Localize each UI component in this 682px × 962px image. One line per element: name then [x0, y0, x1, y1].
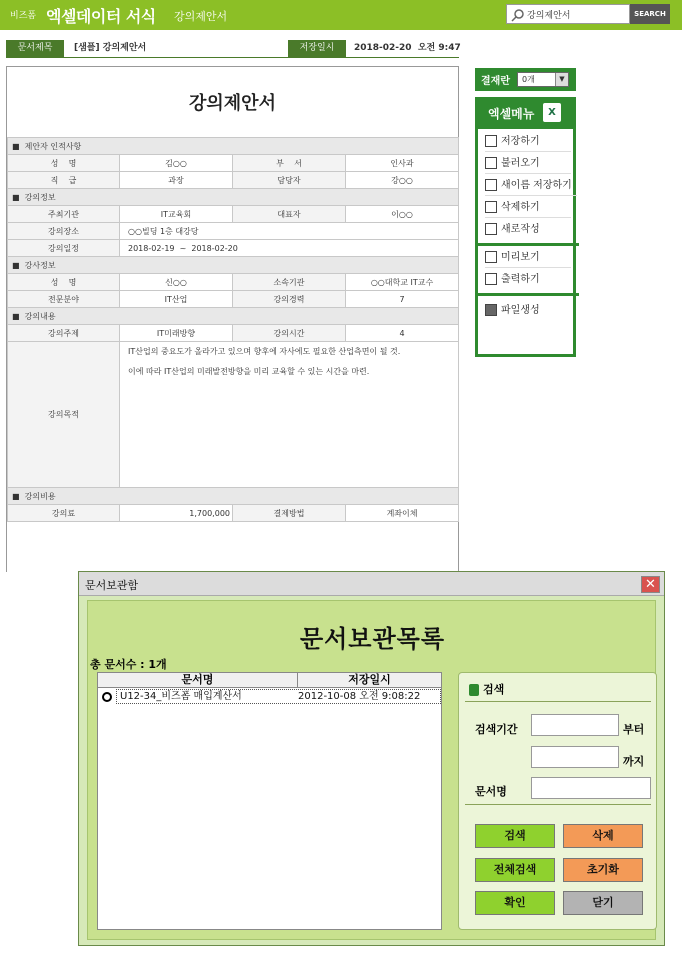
- career-value[interactable]: 7: [346, 291, 459, 308]
- topic-label: 강의주제: [8, 325, 120, 342]
- menu-create-file[interactable]: [485, 301, 571, 321]
- menu-divider-1: [478, 243, 579, 246]
- period-label: 검색기간: [475, 723, 518, 736]
- reset-button[interactable]: 초기화: [563, 858, 643, 882]
- search-panel-divider-2: [465, 804, 651, 805]
- folder-icon: [485, 304, 497, 316]
- approval-panel: [475, 68, 576, 91]
- search-all-button[interactable]: 전체검색: [475, 858, 555, 882]
- rep-label: 대표자: [233, 206, 346, 223]
- menu-load[interactable]: [485, 154, 571, 174]
- menu-create-file-label: 파일생성: [501, 305, 540, 316]
- column-header-name[interactable]: 문서명: [98, 673, 298, 688]
- place-label: 강의장소: [8, 223, 120, 240]
- menu-preview[interactable]: [485, 248, 571, 268]
- search-panel: [458, 672, 657, 930]
- menu-save-as-label: 새이름 저장하기: [501, 180, 572, 191]
- hours-value[interactable]: 4: [346, 325, 459, 342]
- purpose-value[interactable]: [120, 342, 459, 488]
- dialog-heading: 문서보관목록: [299, 625, 446, 653]
- purpose-label: 강의목적: [8, 342, 120, 488]
- purpose-line-1: IT산업의 중요도가 올라가고 있으며 향후에 자사에도 필요한 산업측면이 될 것.: [128, 347, 401, 356]
- approval-value: 0개: [522, 75, 535, 84]
- from-label: 부터: [623, 723, 645, 736]
- search-icon: [511, 8, 525, 22]
- close-icon[interactable]: ✕: [641, 576, 660, 593]
- search-panel-divider: [465, 701, 651, 702]
- start-date-input[interactable]: [531, 714, 619, 736]
- section-content: ■ 강의내용: [8, 308, 459, 325]
- brand-subtitle: 강의제안서: [174, 10, 228, 23]
- search-button[interactable]: SEARCH: [630, 4, 670, 24]
- rep-value[interactable]: 이○○: [346, 206, 459, 223]
- menu-divider-2: [478, 293, 579, 296]
- trash-icon: [485, 201, 497, 213]
- approval-label: 결재란: [481, 76, 510, 87]
- load-icon: [485, 157, 497, 169]
- name-label: 성 명: [8, 155, 120, 172]
- menu-new[interactable]: [485, 220, 571, 240]
- excel-menu: [475, 129, 576, 357]
- search-button[interactable]: 검색: [475, 824, 555, 848]
- print-icon: [485, 273, 497, 285]
- excel-icon: X: [543, 103, 561, 122]
- new-document-icon: [485, 223, 497, 235]
- menu-preview-label: 미리보기: [501, 252, 540, 263]
- save-as-icon: [485, 179, 497, 191]
- career-label: 강의경력: [233, 291, 346, 308]
- search-panel-icon: [469, 684, 479, 696]
- docname-label: 문서명: [475, 785, 507, 798]
- host-label: 주최기관: [8, 206, 120, 223]
- section-proposer: ■ 제안자 인적사항: [8, 138, 459, 155]
- doc-divider: [6, 57, 459, 58]
- fee-label: 강의료: [8, 505, 120, 522]
- ok-button[interactable]: 확인: [475, 891, 555, 915]
- hours-label: 강의시간: [233, 325, 346, 342]
- doc-date-value: 2018-02-20 오전 9:47: [354, 43, 461, 53]
- menu-load-label: 불러오기: [501, 158, 540, 169]
- place-value[interactable]: ○○빌딩 1층 대강당: [120, 223, 459, 240]
- menu-delete[interactable]: [485, 198, 571, 218]
- affiliation-value[interactable]: ○○대학교 IT교수: [346, 274, 459, 291]
- excel-menu-title: 엑셀메뉴: [488, 107, 535, 121]
- dept-value[interactable]: 인사과: [346, 155, 459, 172]
- field-value[interactable]: IT산업: [120, 291, 233, 308]
- brand-title: 엑셀데이터 서식: [46, 7, 156, 26]
- document-count: 총 문서수 : 1개: [90, 658, 167, 671]
- purpose-line-2: 이에 따라 IT산업의 미래발전방향을 미리 교육할 수 있는 시간을 마련.: [128, 367, 370, 376]
- manager-value[interactable]: 강○○: [346, 172, 459, 189]
- docname-input[interactable]: [531, 777, 651, 799]
- row-saved-date: 2012-10-08 오전 9:08:22: [298, 691, 421, 702]
- rank-value[interactable]: 과장: [120, 172, 233, 189]
- close-button[interactable]: 닫기: [563, 891, 643, 915]
- instructor-name-label: 성 명: [8, 274, 120, 291]
- manager-label: 담당자: [233, 172, 346, 189]
- name-value[interactable]: 김○○: [120, 155, 233, 172]
- schedule-label: 강의일정: [8, 240, 120, 257]
- field-label: 전문분야: [8, 291, 120, 308]
- search-box: [506, 4, 630, 24]
- sheet-title: 강의제안서: [189, 93, 276, 114]
- proposal-sheet: [6, 66, 459, 572]
- dialog-body: [87, 600, 656, 940]
- row-document-name: U12-34_비즈폼 매입계산서: [120, 691, 242, 702]
- end-date-input[interactable]: [531, 746, 619, 768]
- preview-icon: [485, 251, 497, 263]
- dialog-title: 문서보관함: [85, 579, 139, 592]
- affiliation-label: 소속기관: [233, 274, 346, 291]
- dept-label: 부 서: [233, 155, 346, 172]
- section-instructor: ■ 강사정보: [8, 257, 459, 274]
- save-icon: [485, 135, 497, 147]
- rank-label: 직 급: [8, 172, 120, 189]
- dropdown-arrow-icon[interactable]: ▼: [555, 73, 568, 86]
- search-panel-title: 검색: [483, 683, 505, 696]
- schedule-value[interactable]: 2018-02-19 ~ 2018-02-20: [120, 240, 459, 257]
- topic-value[interactable]: IT미래방향: [120, 325, 233, 342]
- fee-value[interactable]: 1,700,000: [120, 505, 233, 522]
- proposal-table: [7, 137, 459, 522]
- payment-label: 결제방법: [233, 505, 346, 522]
- row-radio[interactable]: [102, 692, 112, 702]
- search-input[interactable]: [527, 6, 627, 22]
- menu-delete-label: 삭제하기: [501, 202, 540, 213]
- menu-print[interactable]: [485, 270, 571, 290]
- excel-menu-header: [475, 97, 576, 129]
- menu-print-label: 출력하기: [501, 274, 540, 285]
- approval-select[interactable]: [517, 72, 569, 87]
- host-value[interactable]: IT교육회: [120, 206, 233, 223]
- doc-title-value: [샘플] 강의제안서: [74, 43, 147, 53]
- menu-save-label: 저장하기: [501, 136, 540, 147]
- column-header-date[interactable]: 저장일시: [298, 673, 441, 688]
- doc-title-label: 문서제목: [6, 40, 64, 57]
- to-label: 까지: [623, 755, 645, 768]
- menu-save[interactable]: [485, 132, 571, 152]
- instructor-name-value[interactable]: 신○○: [120, 274, 233, 291]
- payment-value[interactable]: 계좌이체: [346, 505, 459, 522]
- top-bar: [0, 0, 682, 30]
- document-list[interactable]: [97, 672, 442, 930]
- section-cost: ■ 강의비용: [8, 488, 459, 505]
- menu-new-label: 새로작성: [501, 224, 540, 235]
- delete-button[interactable]: 삭제: [563, 824, 643, 848]
- brand-small: 비즈폼: [10, 11, 37, 21]
- dialog-titlebar: [79, 572, 664, 596]
- menu-save-as[interactable]: [485, 176, 577, 196]
- search-panel-header: [469, 681, 504, 697]
- document-archive-dialog: [78, 571, 665, 946]
- section-lecture: ■ 강의정보: [8, 189, 459, 206]
- doc-date-label: 저장일시: [288, 40, 346, 57]
